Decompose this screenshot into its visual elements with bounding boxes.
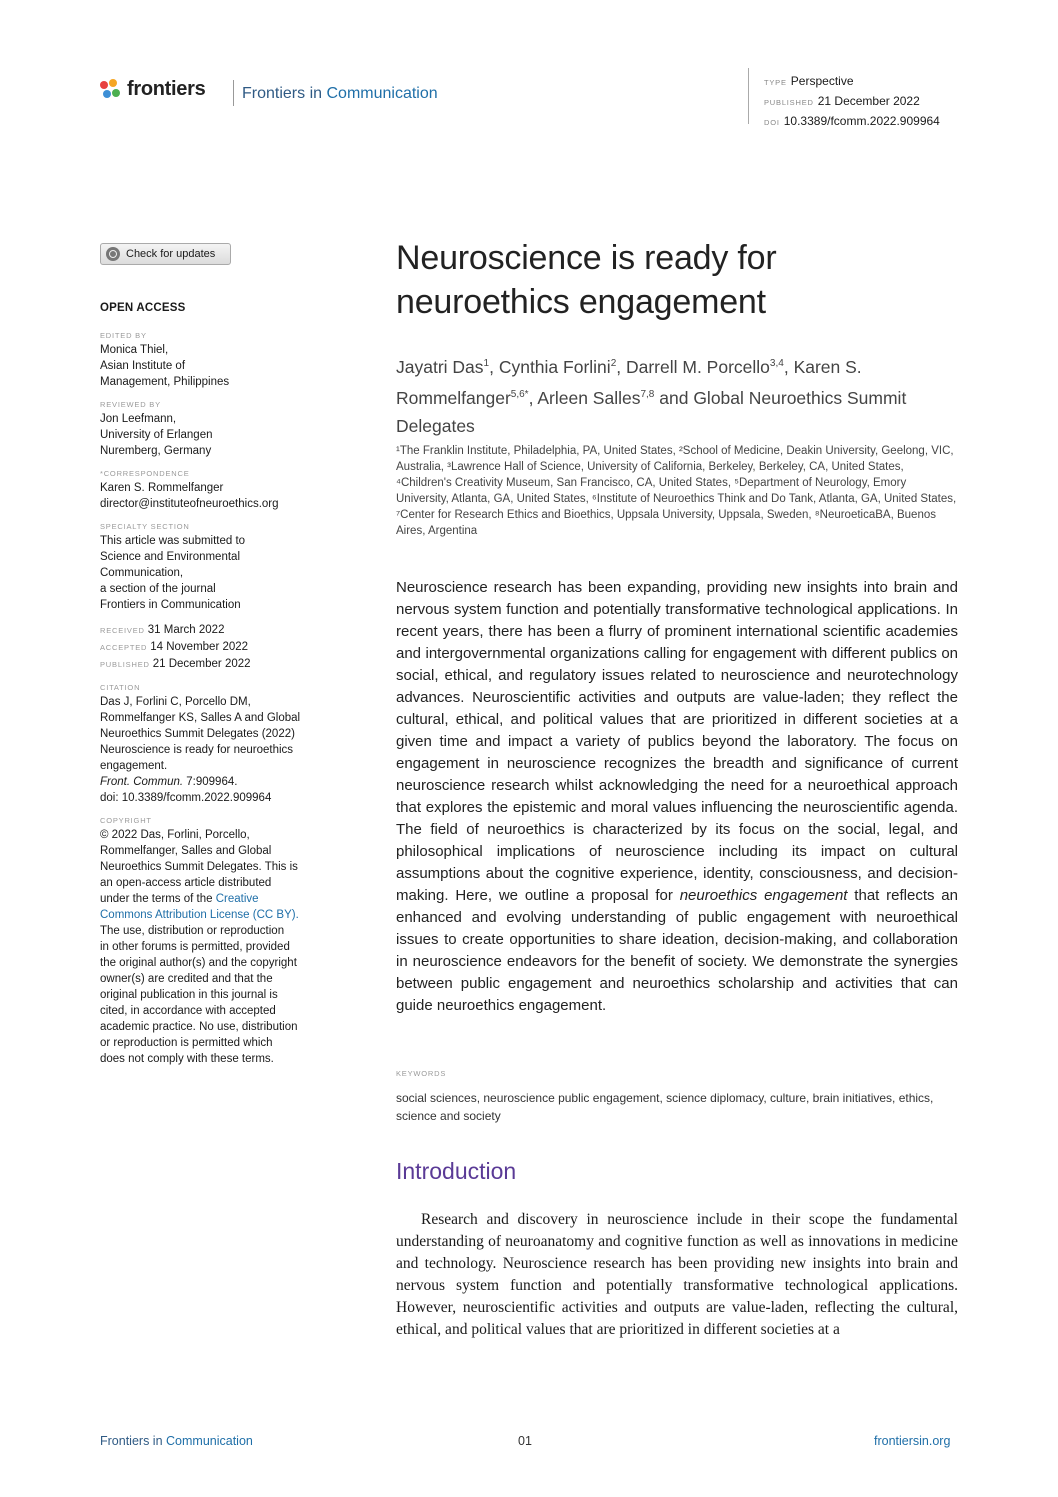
abstract (396, 577, 958, 1017)
citation-volume: 7:909964. (183, 776, 238, 788)
abstract-part-1: Neuroscience research has been expanding, providing new insights into brain and nervous system function and potentially transformative technological applications. In recent years, there has been a flurry of prominent international scientific academies and intergovernmental organizations calling for engagement with different publics on social, ethical, and regulatory issues related to neuroscience and neurotechnology advances. Neuroscientific activities and outputs are value-laden; they reflect the cultural, ethical, and political values that are prioritized in different societies at a given time and impact a variety of publics beyond the laboratory. The focus on engagement in neuroscience recognizes the breadth and significance of current neuroscience research whilst acknowledging the need for a neuroethical approach that explores the epistemic and moral values influencing the neuroscientific agenda. The field of neuroethics is characterized by its focus on the social, legal, and philosophical implications of neuroscience including its impact on cultural assumptions about the cognitive experience, identity, consciousness, and decision-making. Here, we outline a proposal for (396, 579, 958, 904)
specialty-section-label: SPECIALTY SECTION (100, 522, 190, 531)
author-name[interactable]: Jayatri Das (396, 356, 484, 377)
meta-type-label: TYPE (764, 78, 787, 87)
logo-wordmark: frontiers (127, 78, 206, 100)
author-name[interactable]: Darrell M. Porcello (625, 356, 770, 377)
meta-type-value: Perspective (790, 74, 854, 88)
copyright-post: The use, distribution or reproduction in other forums is permitted, provided the original author(s) and the copyright owner(s) are credited and that the original publication in this journal is cited, in accordance with accepted academic practice. No use, distribution or reproduction is permitted which does not comply with these terms. (100, 925, 298, 1065)
author-name[interactable]: Karen S. Rommelfanger (396, 356, 862, 408)
dates-block (100, 622, 330, 673)
check-for-updates-button[interactable] (100, 243, 231, 265)
edited-by-label: EDITED BY (100, 331, 147, 340)
meta-published (764, 92, 940, 112)
meta-published-value: 21 December 2022 (817, 94, 920, 108)
author-affiliation-marker: 3,4 (769, 358, 784, 369)
journal-title: Communication (326, 85, 438, 102)
meta-doi-value[interactable]: 10.3389/fcomm.2022.909964 (783, 114, 940, 128)
citation-doi[interactable]: doi: 10.3389/fcomm.2022.909964 (100, 792, 272, 804)
cc-by-license-link[interactable]: Creative Commons Attribution License (CC BY). (100, 893, 299, 921)
keywords: social sciences, neuroscience public engagement, science diplomacy, culture, brain initiatives, ethics, science and society (396, 1091, 934, 1123)
author-name[interactable]: Arleen Salles (537, 387, 641, 408)
author-list (396, 350, 956, 440)
copyright-text (100, 827, 330, 1067)
footer-journal-name: Communication (166, 1434, 253, 1448)
accepted-label: ACCEPTED (100, 643, 148, 652)
frontiers-logo-icon (100, 79, 122, 101)
received-value: 31 March 2022 (147, 624, 225, 636)
author-affiliation-marker: 5,6* (510, 388, 529, 400)
published-value: 21 December 2022 (152, 658, 251, 670)
journal-name[interactable] (242, 85, 438, 103)
footer-site-link[interactable]: frontiersin.org (874, 1434, 951, 1448)
author-name[interactable]: Cynthia Forlini (498, 356, 611, 377)
author-affiliation-marker: 1 (483, 358, 490, 369)
specialty-section-value: This article was submitted to Science and Environmental Communication, a section of the journal Frontiers in Communication (100, 535, 246, 611)
abstract-part-2: that reflects an enhanced and evolving understanding of public engagement with neuroethical issues to create opportunities to share ideation, decision-making, and collaboration in neuroscience endeavors for the benefit of society. We demonstrate the synergies between public engagement and neuroethics scholarship and activities that can guide neuroethics engagement. (396, 887, 958, 1014)
copyright-pre: © 2022 Das, Forlini, Porcello, Rommelfanger, Salles and Global Neuroethics Summit Delegates. This is an open-access article distributed under the terms of the (100, 829, 298, 905)
meta-published-label: PUBLISHED (764, 98, 814, 107)
article-title: Neuroscience is ready for neuroethics engagement (396, 239, 777, 321)
author-separator: and (654, 387, 694, 408)
author-affiliation-marker: 2 (610, 358, 617, 369)
open-access-label: OPEN ACCESS (100, 302, 186, 314)
journal-prefix: Frontiers in (242, 85, 323, 102)
section-heading-introduction: Introduction (396, 1158, 517, 1184)
author-separator: , (783, 356, 794, 377)
meta-doi-label: DOI (764, 118, 780, 127)
copyright-label: COPYRIGHT (100, 816, 152, 825)
keywords-label: KEYWORDS (396, 1069, 447, 1078)
reviewed-by-value: Jon Leefmann, University of Erlangen Nuremberg, Germany (100, 413, 213, 457)
citation-text: Das J, Forlini C, Porcello DM, Rommelfanger KS, Salles A and Global Neuroethics Summit Delegates (2022) Neuroscience is ready for neuroethics engagement. (100, 696, 301, 772)
accepted-date (100, 639, 330, 656)
citation-label: CITATION (100, 683, 141, 692)
published-date (100, 656, 330, 673)
author-affiliation-marker: 7,8 (640, 388, 655, 400)
article-meta (764, 72, 940, 132)
sidebar (100, 300, 330, 1067)
crossmark-icon (106, 247, 120, 261)
abstract-emphasis: neuroethics engagement (679, 887, 848, 904)
published-label: PUBLISHED (100, 660, 150, 669)
meta-type (764, 72, 940, 92)
citation-journal-line (100, 774, 330, 790)
reviewed-by-label: REVIEWED BY (100, 400, 161, 409)
author-name[interactable]: Global Neuroethics Summit Delegates (396, 387, 907, 436)
accepted-value: 14 November 2022 (150, 641, 249, 653)
introduction-paragraph: Research and discovery in neuroscience include in their scope the fundamental understanding of neuroanatomy and cognitive function as well as innovations in medicine and technology. Neuroscience research has been providing new insights into brain and nervous system function and potentially transformative technological applications. However, neuroscientific activities and outputs are value-laden, reflecting the cultural, ethical, and political values that are prioritized in different societies at a (396, 1211, 958, 1338)
meta-divider (748, 68, 749, 124)
author-separator: , (616, 356, 626, 377)
footer-journal[interactable] (100, 1434, 253, 1448)
affiliations: ¹The Franklin Institute, Philadelphia, PA, United States, ²School of Medicine, Deakin University, Geelong, VIC, Australia, ³Lawrence Hall of Science, University of California, Berkeley, Berkeley, CA, United States, ⁴Children's Creativity Museum, San Francisco, CA, United States, ⁵Department of Neurology, Emory University, Atlanta, GA, United States, ⁶Institute of Neuroethics Think and Do Tank, Atlanta, GA, United States, ⁷Center for Research Ethics and Bioethics, Uppsala University, Uppsala, Sweden, ⁸NeuroeticaBA, Buenos Aires, Argentina (396, 445, 957, 537)
edited-by-value: Monica Thiel, Asian Institute of Management, Philippines (100, 344, 230, 388)
frontiers-logo[interactable] (100, 78, 205, 101)
correspondence-value[interactable]: Karen S. Rommelfanger director@instituteofneuroethics.org (100, 482, 279, 510)
received-date (100, 622, 330, 639)
correspondence-label: *CORRESPONDENCE (100, 469, 190, 478)
footer-journal-prefix: Frontiers in (100, 1434, 163, 1448)
check-updates-label: Check for updates (126, 248, 216, 260)
header-divider (233, 80, 234, 106)
author-separator: , (489, 356, 499, 377)
page-number: 01 (518, 1434, 532, 1448)
meta-doi (764, 112, 940, 132)
citation-journal: Front. Commun. (100, 776, 184, 788)
author-separator: , (528, 387, 538, 408)
received-label: RECEIVED (100, 626, 145, 635)
